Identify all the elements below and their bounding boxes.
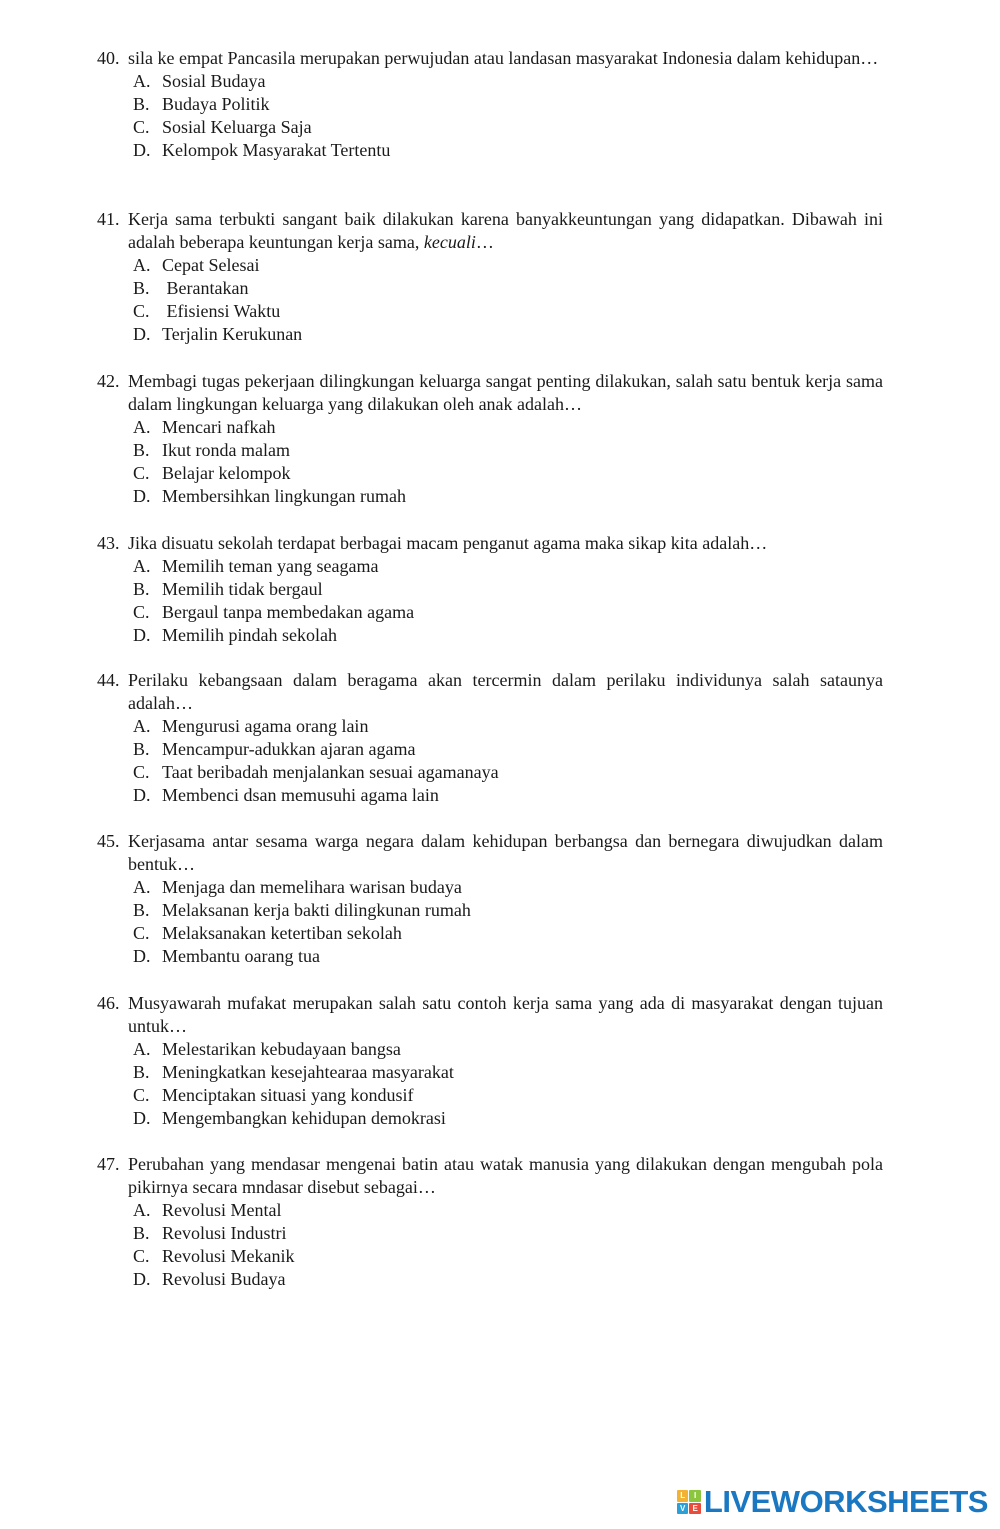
option-text: Revolusi Budaya	[162, 1269, 286, 1289]
answer-option[interactable]	[133, 416, 883, 439]
question-number: 41.	[97, 209, 120, 229]
answer-option[interactable]	[133, 93, 883, 116]
option-letter: C.	[133, 1246, 150, 1266]
option-text: Mencari nafkah	[162, 417, 276, 437]
option-text: Ikut ronda malam	[162, 440, 290, 460]
answer-option[interactable]	[133, 116, 883, 139]
question-text: Musyawarah mufakat merupakan salah satu contoh kerja sama yang ada di masyarakat dengan tujuan untuk…	[128, 993, 883, 1036]
answer-option[interactable]	[133, 1222, 883, 1245]
option-letter: C.	[133, 1085, 150, 1105]
option-letter: B.	[133, 94, 150, 114]
answer-option[interactable]	[133, 624, 883, 647]
option-text: Memilih teman yang seagama	[162, 556, 379, 576]
question-text: sila ke empat Pancasila merupakan perwujudan atau landasan masyarakat Indonesia dalam kehidupan…	[128, 48, 879, 68]
answer-option[interactable]	[133, 323, 883, 346]
answer-option[interactable]	[133, 1061, 883, 1084]
option-text: Sosial Budaya	[162, 71, 266, 91]
option-text: Melestarikan kebudayaan bangsa	[162, 1039, 401, 1059]
option-text: Menjaga dan memelihara warisan budaya	[162, 877, 462, 897]
option-letter: B.	[133, 1062, 150, 1082]
option-text: Meningkatkan kesejahtearaa masyarakat	[162, 1062, 454, 1082]
question-number: 46.	[97, 993, 120, 1013]
option-text: Revolusi Mekanik	[162, 1246, 295, 1266]
question-text: Kerjasama antar sesama warga negara dalam kehidupan berbangsa dan bernegara diwujudkan dalam bentuk…	[128, 831, 883, 874]
option-text: Melaksanan kerja bakti dilingkunan rumah	[162, 900, 471, 920]
question-number: 42.	[97, 371, 120, 391]
option-letter: A.	[133, 716, 151, 736]
answer-option[interactable]	[133, 899, 883, 922]
option-text: Membenci dsan memusuhi agama lain	[162, 785, 439, 805]
question-number: 40.	[97, 48, 120, 68]
option-text: Melaksanakan ketertiban sekolah	[162, 923, 402, 943]
option-text: Taat beribadah menjalankan sesuai agamanaya	[162, 762, 499, 782]
option-text: Berantakan	[162, 278, 249, 298]
answer-option[interactable]	[133, 439, 883, 462]
answer-options	[97, 254, 883, 346]
answer-option[interactable]	[133, 715, 883, 738]
option-text: Memilih pindah sekolah	[162, 625, 337, 645]
question-text-ellipsis: …	[475, 232, 494, 252]
question-number: 44.	[97, 670, 120, 690]
answer-option[interactable]	[133, 485, 883, 508]
option-letter: A.	[133, 255, 151, 275]
option-letter: A.	[133, 1039, 151, 1059]
question-text: Membagi tugas pekerjaan dilingkungan keluarga sangat penting dilakukan, salah satu bentuk kerja sama dalam lingkungan keluarga yang dilakukan oleh anak adalah…	[128, 371, 883, 414]
question-43	[97, 532, 883, 647]
option-text: Efisiensi Waktu	[162, 301, 281, 321]
answer-option[interactable]	[133, 601, 883, 624]
answer-option[interactable]	[133, 1107, 883, 1130]
option-text: Memilih tidak bergaul	[162, 579, 323, 599]
logo-mark-tile: L	[677, 1490, 689, 1502]
logo-text: LIVEWORKSHEETS	[703, 1484, 988, 1519]
answer-options	[97, 416, 883, 508]
option-letter: C.	[133, 463, 150, 483]
option-letter: D.	[133, 486, 151, 506]
option-text: Sosial Keluarga Saja	[162, 117, 312, 137]
question-number: 45.	[97, 831, 120, 851]
answer-option[interactable]	[133, 462, 883, 485]
answer-options	[97, 555, 883, 647]
answer-options	[97, 1038, 883, 1130]
option-text: Budaya Politik	[162, 94, 270, 114]
option-letter: D.	[133, 946, 151, 966]
answer-option[interactable]	[133, 1084, 883, 1107]
question-text-main: Kerja sama terbukti sangant baik dilakukan karena banyakkeuntungan yang didapatkan. Dibawah ini adalah beberapa keuntungan kerja sama,	[128, 209, 883, 252]
option-letter: C.	[133, 923, 150, 943]
option-text: Membantu oarang tua	[162, 946, 320, 966]
question-text	[128, 208, 883, 254]
option-letter: D.	[133, 625, 151, 645]
logo-mark-tile: E	[689, 1503, 701, 1515]
answer-option[interactable]	[133, 738, 883, 761]
option-letter: C.	[133, 301, 150, 321]
answer-option[interactable]	[133, 1199, 883, 1222]
answer-option[interactable]	[133, 277, 883, 300]
question-text: Perubahan yang mendasar mengenai batin atau watak manusia yang dilakukan dengan mengubah pola pikirnya secara mndasar disebut sebagai…	[128, 1154, 883, 1197]
answer-option[interactable]	[133, 578, 883, 601]
option-letter: B.	[133, 1223, 150, 1243]
question-40	[97, 47, 883, 162]
question-number: 47.	[97, 1154, 120, 1174]
logo-mark-tile: I	[689, 1490, 701, 1502]
logo-mark-tile: V	[677, 1503, 689, 1515]
question-text: Jika disuatu sekolah terdapat berbagai macam penganut agama maka sikap kita adalah…	[128, 533, 768, 553]
answer-options	[97, 70, 883, 162]
option-text: Kelompok Masyarakat Tertentu	[162, 140, 391, 160]
option-letter: B.	[133, 278, 150, 298]
option-text: Belajar kelompok	[162, 463, 291, 483]
question-47	[97, 1153, 883, 1291]
answer-option[interactable]	[133, 300, 883, 323]
liveworksheets-logo-icon	[677, 1490, 701, 1514]
option-letter: D.	[133, 785, 151, 805]
option-text: Cepat Selesai	[162, 255, 260, 275]
answer-option[interactable]	[133, 945, 883, 968]
option-text: Menciptakan situasi yang kondusif	[162, 1085, 414, 1105]
option-text: Membersihkan lingkungan rumah	[162, 486, 406, 506]
option-text: Revolusi Industri	[162, 1223, 287, 1243]
answer-option[interactable]	[133, 1038, 883, 1061]
question-42	[97, 370, 883, 508]
answer-option[interactable]	[133, 254, 883, 277]
answer-option[interactable]	[133, 876, 883, 899]
option-letter: D.	[133, 140, 151, 160]
option-letter: C.	[133, 117, 150, 137]
option-text: Terjalin Kerukunan	[162, 324, 303, 344]
option-letter: B.	[133, 900, 150, 920]
answer-option[interactable]	[133, 555, 883, 578]
option-letter: B.	[133, 579, 150, 599]
question-number: 43.	[97, 533, 120, 553]
question-45	[97, 830, 883, 968]
question-44	[97, 669, 883, 807]
option-letter: B.	[133, 739, 150, 759]
question-text-emphasis: kecuali	[423, 232, 476, 252]
option-text: Mencampur-adukkan ajaran agama	[162, 739, 416, 759]
answer-option[interactable]	[133, 1245, 883, 1268]
answer-option[interactable]	[133, 784, 883, 807]
question-text: Perilaku kebangsaan dalam beragama akan tercermin dalam perilaku individunya salah sataunya adalah…	[128, 670, 883, 713]
option-letter: A.	[133, 417, 151, 437]
option-letter: C.	[133, 762, 150, 782]
option-text: Revolusi Mental	[162, 1200, 282, 1220]
option-letter: D.	[133, 1108, 151, 1128]
option-letter: A.	[133, 556, 151, 576]
option-letter: C.	[133, 602, 150, 622]
option-letter: D.	[133, 324, 151, 344]
liveworksheets-logo[interactable]	[677, 1484, 988, 1520]
answer-options	[97, 715, 883, 807]
option-text: Mengurusi agama orang lain	[162, 716, 369, 736]
option-letter: D.	[133, 1269, 151, 1289]
answer-option[interactable]	[133, 70, 883, 93]
answer-option[interactable]	[133, 922, 883, 945]
option-text: Mengembangkan kehidupan demokrasi	[162, 1108, 446, 1128]
option-letter: B.	[133, 440, 150, 460]
answer-option[interactable]	[133, 1268, 883, 1291]
answer-options	[97, 876, 883, 968]
answer-option[interactable]	[133, 761, 883, 784]
answer-options	[97, 1199, 883, 1291]
option-letter: A.	[133, 71, 151, 91]
option-letter: A.	[133, 1200, 151, 1220]
question-46	[97, 992, 883, 1130]
option-letter: A.	[133, 877, 151, 897]
answer-option[interactable]	[133, 139, 883, 162]
option-text: Bergaul tanpa membedakan agama	[162, 602, 415, 622]
question-41	[97, 208, 883, 346]
